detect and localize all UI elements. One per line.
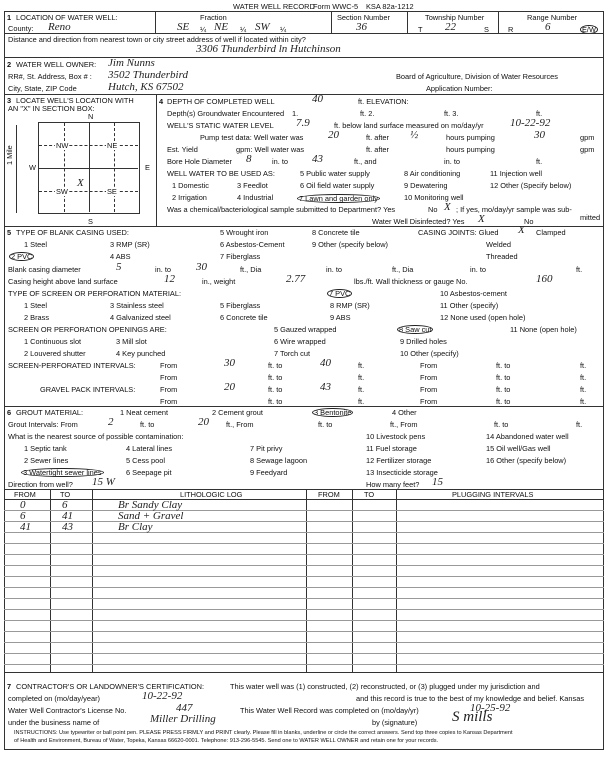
ksa-number: KSA 82a-1212 — [366, 2, 414, 11]
casing-diameter-to: 30 — [196, 261, 207, 273]
bore-to: 43 — [312, 153, 323, 165]
log-rule-line — [4, 521, 604, 522]
address-label: RR#, St. Address, Box # : — [8, 72, 92, 81]
depth-value: 40 — [312, 93, 323, 105]
completed-label: completed on (mo/day/year) — [8, 694, 101, 703]
direction-value: 15 W — [92, 476, 115, 488]
contamination-label: What is the nearest source of possible contamination: — [8, 432, 184, 441]
casing-weight-value: 2.77 — [286, 273, 306, 285]
township-value: 22 — [445, 21, 456, 33]
screen-type-label: TYPE OF SCREEN OR PERFORATION MATERIAL: — [8, 289, 182, 298]
instructions-2: of Health and Environment, Bureau of Water, Topeka, Kansas 66620-0001. Telephone: 913-296-5545. Send one to WATER WELL OWNER and retain one for your records. — [14, 738, 439, 744]
casing-diameter-label: Blank casing diameter — [8, 265, 81, 274]
static-level-label: WELL'S STATIC WATER LEVEL — [167, 121, 274, 130]
record-date: 10-25-92 — [470, 702, 511, 714]
perf-intervals-label: SCREEN-PERFORATED INTERVALS: — [8, 361, 136, 370]
pump-hours: ½ — [410, 129, 419, 141]
log-row-2-to: 41 — [62, 510, 73, 522]
casing-height-value: 12 — [164, 273, 175, 285]
log-rule-line — [4, 631, 604, 632]
county-label: County: — [8, 24, 34, 33]
log-rule-line — [4, 554, 604, 555]
fraction-2: NE — [214, 21, 229, 33]
opening-saw-cut-circled: 8 Saw cut — [399, 325, 432, 334]
distance-value: 3306 Thunderbird ln Hutchinson — [196, 43, 341, 55]
lithologic-log-header: LITHOLOGIC LOG — [180, 490, 243, 499]
county-value: Reno — [48, 21, 71, 33]
perf-from-value: 30 — [224, 357, 235, 369]
est-yield-label: Est. Yield — [167, 145, 198, 154]
completed-date: 10-22-92 — [142, 690, 183, 702]
owner-label: WATER WELL OWNER: — [16, 60, 97, 69]
log-rule-line — [4, 587, 604, 588]
log-rule-line — [4, 620, 604, 621]
pump-ft: 20 — [328, 129, 339, 141]
gravel-intervals-label: GRAVEL PACK INTERVALS: — [40, 385, 136, 394]
gauge-value: 160 — [536, 273, 553, 285]
log-row-2-desc: Sand + Gravel — [118, 510, 184, 522]
use-lawn-circled: 7 Lawn and garden only — [299, 194, 378, 203]
locate-label-1: LOCATE WELL'S LOCATION WITH — [16, 96, 134, 105]
plug-from-header: FROM — [318, 490, 340, 499]
distance-label: Distance and direction from nearest town or city street address of well if located within city? — [8, 35, 306, 44]
section-3-number: 3 — [7, 96, 12, 105]
log-to-header: TO — [60, 490, 71, 499]
pump-test-label: Pump test data: Well water was — [200, 133, 304, 142]
plug-to-header: TO — [364, 490, 375, 499]
signature: S mills — [452, 709, 493, 725]
log-row-3-desc: Br Clay — [118, 521, 153, 533]
perf-to-value: 40 — [320, 357, 331, 369]
gravel-to-value: 43 — [320, 381, 331, 393]
feet-label: How many feet? — [366, 480, 420, 489]
board-label: Board of Agriculture, Division of Water Resources — [396, 72, 558, 81]
plugging-intervals-header: PLUGGING INTERVALS — [452, 490, 534, 499]
log-rule-line — [4, 598, 604, 599]
locate-label-2: AN "X" IN SECTION BOX: — [8, 104, 95, 113]
grout-from-value: 2 — [108, 416, 114, 428]
log-row-2-from: 6 — [20, 510, 26, 522]
log-row-1-desc: Br Sandy Clay — [118, 499, 183, 511]
casing-height-label: Casing height above land surface — [8, 277, 118, 286]
form-title: WATER WELL RECORD — [233, 2, 315, 11]
form-number: Form WWC-5 — [313, 2, 359, 11]
log-rule-line — [4, 565, 604, 566]
license-label: Water Well Contractor's License No. — [8, 706, 127, 715]
static-date: 10-22-92 — [510, 117, 551, 129]
application-label: Application Number: — [426, 84, 493, 93]
location-x-mark: X — [77, 177, 84, 189]
static-level-value: 7.9 — [296, 117, 310, 129]
city-value: Hutch, KS 67502 — [108, 81, 184, 93]
east-west: E/W — [582, 25, 596, 34]
log-row-1-to: 6 — [62, 499, 68, 511]
screen-pvc-circled: 7 PVC — [329, 289, 351, 298]
bore-diameter: 8 — [246, 153, 252, 165]
log-rule-line — [4, 642, 604, 643]
section-5-number: 5 — [7, 228, 12, 237]
pump-gpm: 30 — [534, 129, 545, 141]
log-rule-line — [4, 653, 604, 654]
quarter-2: ¼ — [240, 25, 247, 34]
grout-label: GROUT MATERIAL: — [16, 408, 84, 417]
groundwater-label: Depth(s) Groundwater Encountered — [167, 109, 285, 118]
instructions-1: INSTRUCTIONS: Use typewriter or ball point pen. PLEASE PRESS FIRMLY and PRINT clearly. Please fill in blanks, underline or circle the correct answers. Send top three copies to Kansas Department — [14, 730, 513, 736]
casing-diameter-value: 5 — [116, 261, 122, 273]
depth-label: DEPTH OF COMPLETED WELL — [167, 97, 275, 106]
section-6-number: 6 — [7, 408, 12, 417]
section-number-label: Section Number — [337, 13, 390, 22]
casing-pvc-circled: 2 PVC — [11, 252, 33, 261]
quarter-3: ¼ — [280, 25, 287, 34]
casing-type-label: TYPE OF BLANK CASING USED: — [16, 228, 129, 237]
certification-label: CONTRACTOR'S OR LANDOWNER'S CERTIFICATION: — [16, 682, 205, 691]
log-rule-line — [4, 510, 604, 511]
openings-label: SCREEN OR PERFORATION OPENINGS ARE: — [8, 325, 167, 334]
section-4-number: 4 — [159, 97, 164, 106]
business-label: under the business name of — [8, 718, 100, 727]
feet-value: 15 — [432, 476, 443, 488]
fraction-3: SW — [255, 21, 270, 33]
log-row-3-from: 41 — [20, 521, 31, 533]
grout-bentonite-circled: 3 Bentonite — [314, 408, 352, 417]
township-label: Township Number — [425, 13, 485, 22]
section-2-number: 2 — [7, 60, 12, 69]
grout-intervals-label: Grout Intervals: From — [8, 420, 78, 429]
log-rule-line — [4, 543, 604, 544]
direction-label: Direction from well? — [8, 480, 73, 489]
section-box: NW NE SW SE X — [38, 122, 140, 214]
license-value: 447 — [176, 702, 193, 714]
log-row-1-from: 0 — [20, 499, 26, 511]
contam-watertight-circled: 3 Watertight sewer lines — [23, 468, 102, 477]
bore-label: Bore Hole Diameter — [167, 157, 232, 166]
log-rule-line — [4, 664, 604, 665]
section-number-value: 36 — [356, 21, 367, 33]
grout-to-value: 20 — [198, 416, 209, 428]
owner-value: Jim Nunns — [108, 57, 155, 69]
quarter-1: ¼ — [200, 25, 207, 34]
fraction-label: Fraction — [200, 13, 227, 22]
section-1-number: 1 — [7, 13, 12, 22]
joints-label: CASING JOINTS: Glued — [418, 228, 499, 237]
city-label: City, State, ZIP Code — [8, 84, 77, 93]
fraction-1: SE — [177, 21, 190, 33]
range-value: 6 — [545, 21, 551, 33]
certification-text: This water well was (1) constructed, (2) reconstructed, or (3) plugged under my jurisdiction and — [230, 682, 540, 691]
gravel-from-value: 20 — [224, 381, 235, 393]
disinfected-label: Water Well Disinfected? Yes — [372, 217, 465, 226]
mile-label: 1 Mile — [5, 145, 14, 165]
log-row-3-to: 43 — [62, 521, 73, 533]
log-rule-line — [4, 609, 604, 610]
business-value: Miller Drilling — [150, 713, 216, 725]
address-value: 3502 Thunderbird — [108, 69, 188, 81]
range-label: Range Number — [527, 13, 578, 22]
location-label: LOCATION OF WATER WELL: — [16, 13, 118, 22]
chem-label: Was a chemical/bacteriological sample submitted to Department? Yes — [167, 205, 396, 214]
log-rule-line — [4, 532, 604, 533]
log-from-header: FROM — [14, 490, 36, 499]
section-7-number: 7 — [7, 682, 12, 691]
log-rule-line — [4, 576, 604, 577]
use-label: WELL WATER TO BE USED AS: — [167, 169, 275, 178]
